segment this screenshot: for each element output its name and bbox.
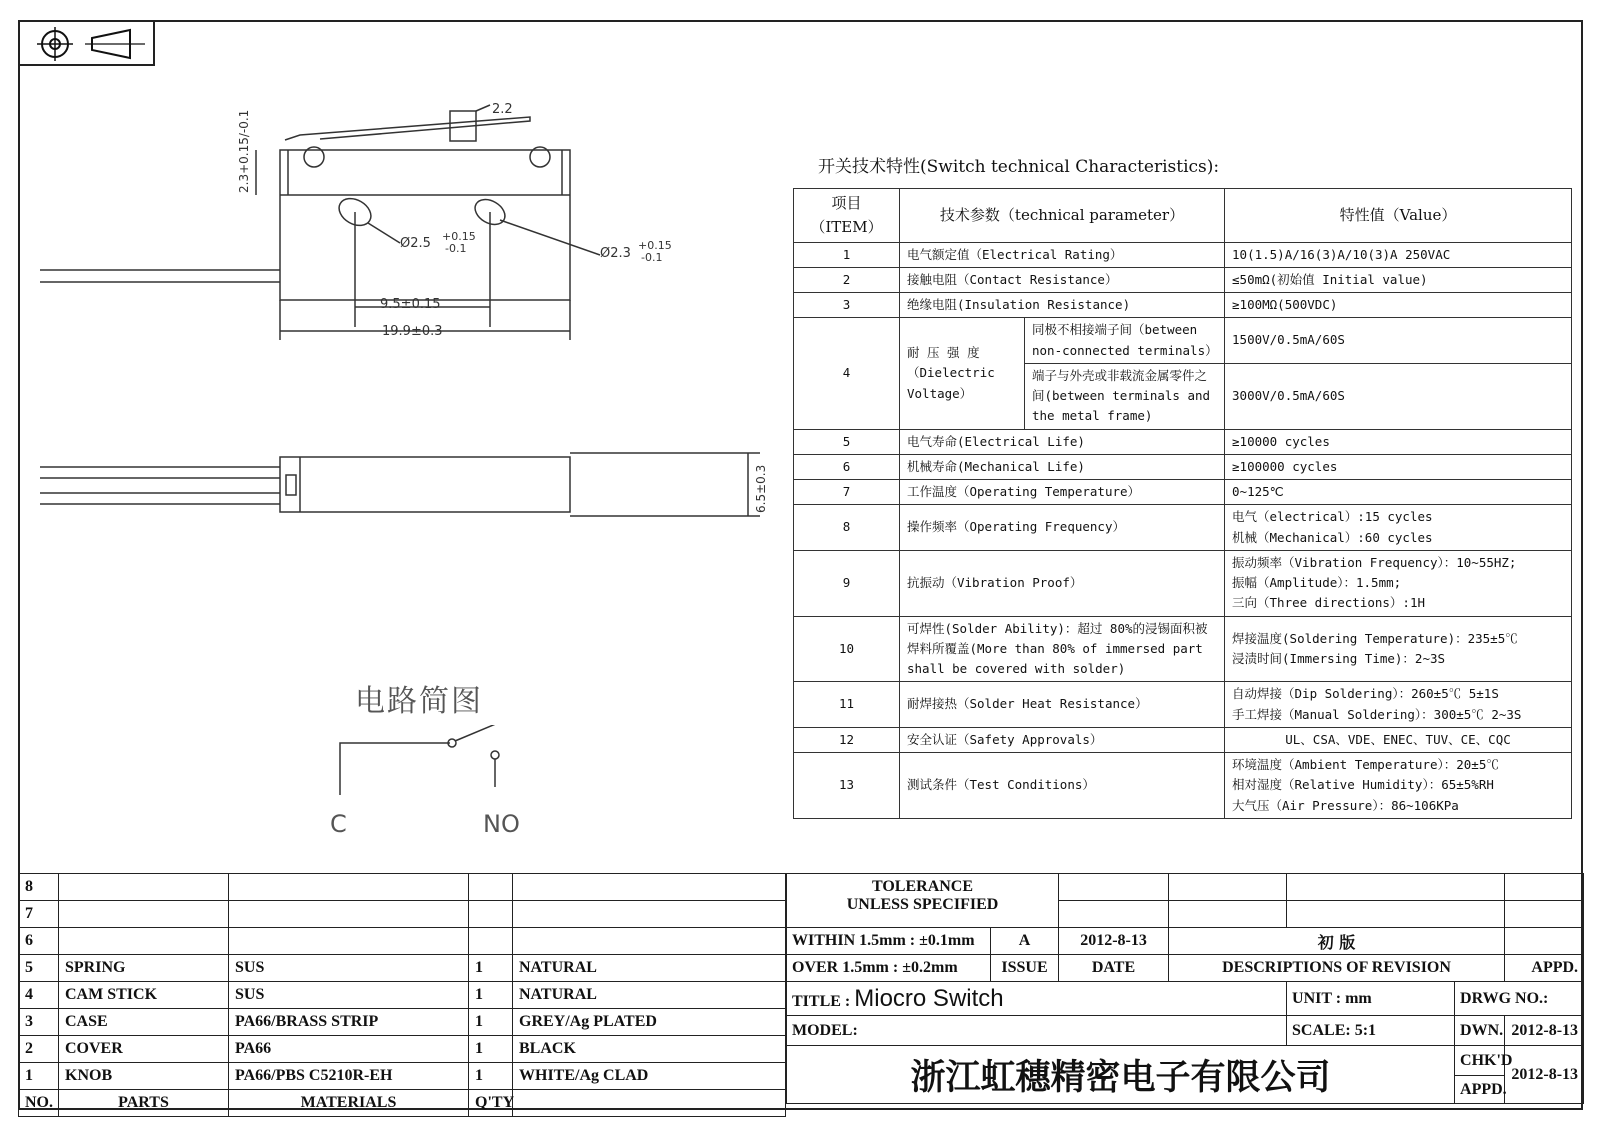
spec-row	[794, 267, 1572, 292]
circuit-title: 电路简图	[355, 684, 483, 719]
bom-material: PA66/PBS C5210R-EH	[229, 1063, 469, 1090]
rev-date: 2012-8-13	[1059, 928, 1169, 955]
side-view	[40, 105, 600, 340]
tolerance-within: WITHIN 1.5mm : ±0.1mm	[787, 928, 991, 955]
bom-material	[229, 874, 469, 901]
bom-qty: 1	[469, 1036, 513, 1063]
bom-material	[229, 928, 469, 955]
dwn-label: DWN.	[1455, 1016, 1505, 1046]
spec-row-value: ≥100MΩ(500VDC)	[1225, 293, 1572, 318]
bom-finish	[513, 901, 786, 928]
spec-row	[794, 616, 1572, 682]
bom-finish: GREY/Ag PLATED	[513, 1009, 786, 1036]
switch-drawing	[30, 95, 770, 555]
bom-row	[19, 982, 786, 1009]
title-block	[786, 873, 1584, 1104]
spec-row-value: 1500V/0.5mA/60S	[1225, 318, 1572, 364]
bom-finish: NATURAL	[513, 955, 786, 982]
title-cell	[787, 982, 1287, 1016]
company-name: 浙江虹穗精密电子有限公司	[787, 1046, 1455, 1104]
dim-hole2: Ø2.3	[600, 246, 631, 261]
bom-qty	[469, 928, 513, 955]
bom-no: 8	[19, 874, 59, 901]
bom-qty: 1	[469, 1009, 513, 1036]
spec-row-no: 8	[794, 505, 900, 551]
circuit-label-no: NO	[483, 810, 520, 838]
spec-row-value: 3000V/0.5mA/60S	[1225, 363, 1572, 429]
spec-row-subparam: 端子与外壳或非载流金属零件之间(between terminals and the metal frame)	[1025, 363, 1225, 429]
bom-row	[19, 955, 786, 982]
header-appd: APPD.	[1505, 955, 1584, 982]
bom-row	[19, 1009, 786, 1036]
header-issue: ISSUE	[991, 955, 1059, 982]
spec-row	[794, 727, 1572, 752]
spec-title: 开关技术特性(Switch technical Characteristics):	[818, 157, 1220, 177]
dim-lever-width: 2.2	[492, 102, 513, 117]
bom-material: SUS	[229, 955, 469, 982]
tolerance-header	[787, 874, 1059, 928]
tolerance-over: OVER 1.5mm : ±0.2mm	[787, 955, 991, 982]
bom-qty	[469, 901, 513, 928]
spec-row-no: 1	[794, 242, 900, 267]
spec-row-param: 机械寿命(Mechanical Life)	[900, 454, 1225, 479]
circuit-diagram	[320, 725, 520, 805]
bom-qty: 1	[469, 1063, 513, 1090]
spec-header-param: 技术参数（technical parameter）	[900, 189, 1225, 243]
spec-row-no: 4	[794, 318, 900, 429]
bom-part: SPRING	[59, 955, 229, 982]
bom-qty	[469, 874, 513, 901]
bom-no: 1	[19, 1063, 59, 1090]
spec-row	[794, 454, 1572, 479]
model-label: MODEL:	[787, 1016, 1287, 1046]
dim-hole1-tol-plus: +0.15	[442, 230, 476, 243]
spec-row-param: 工作温度（Operating Temperature）	[900, 480, 1225, 505]
bom-finish	[513, 928, 786, 955]
tolerance-line-2: UNLESS SPECIFIED	[846, 896, 999, 913]
top-view	[40, 453, 760, 516]
spec-row-value: ≥10000 cycles	[1225, 429, 1572, 454]
bom-row	[19, 928, 786, 955]
bom-row	[19, 901, 786, 928]
bom-part: COVER	[59, 1036, 229, 1063]
dim-length: 19.9±0.3	[382, 324, 443, 339]
bom-no: 7	[19, 901, 59, 928]
bom-qty: 1	[469, 982, 513, 1009]
bom-header-parts: PARTS	[59, 1090, 229, 1117]
spec-row-no: 12	[794, 727, 900, 752]
bom-header-blank	[513, 1090, 786, 1117]
spec-row	[794, 480, 1572, 505]
spec-row-no: 11	[794, 682, 900, 728]
spec-row-param: 测试条件（Test Conditions）	[900, 753, 1225, 819]
spec-row-no: 9	[794, 550, 900, 616]
spec-row	[794, 293, 1572, 318]
bom-part: CASE	[59, 1009, 229, 1036]
bom-finish: BLACK	[513, 1036, 786, 1063]
spec-row-no: 6	[794, 454, 900, 479]
bom-part: KNOB	[59, 1063, 229, 1090]
spec-row-value: 环境温度（Ambient Temperature）：20±5℃ 相对湿度（Relative Humidity）：65±5%RH 大气压（Air Pressure）：86~106KPa	[1225, 753, 1572, 819]
dim-hole1-tol-minus: -0.1	[445, 242, 467, 255]
spec-row-no: 13	[794, 753, 900, 819]
title-label: TITLE :	[792, 992, 851, 1010]
rev-issue: A	[991, 928, 1059, 955]
bom-header-materials: MATERIALS	[229, 1090, 469, 1117]
spec-row-value: 振动频率（Vibration Frequency）：10~55HZ; 振幅（Amplitude）：1.5mm; 三向（Three directions）:1H	[1225, 550, 1572, 616]
spec-row-value: 焊接温度(Soldering Temperature)：235±5℃ 浸渍时间(Immersing Time)：2~3S	[1225, 616, 1572, 682]
dim-height: 2.3+0.15/-0.1	[237, 109, 251, 193]
bom-material: PA66	[229, 1036, 469, 1063]
spec-row	[794, 682, 1572, 728]
spec-row	[794, 318, 1572, 364]
spec-row	[794, 550, 1572, 616]
spec-row-value: 自动焊接（Dip Soldering）：260±5℃ 5±1S 手工焊接（Manual Soldering）：300±5℃ 2~3S	[1225, 682, 1572, 728]
bom-header-qty: Q'TY	[469, 1090, 513, 1117]
tolerance-line-1: TOLERANCE	[871, 878, 974, 895]
bom-material	[229, 901, 469, 928]
spec-row-param: 可焊性(Solder Ability)：超过 80%的浸锡面积被焊料所覆盖(More than 80% of immersed part shall be covered with solder)	[900, 616, 1225, 682]
spec-row	[794, 753, 1572, 819]
spec-row-param: 电气寿命(Electrical Life)	[900, 429, 1225, 454]
spec-row-value: ≥100000 cycles	[1225, 454, 1572, 479]
drwg-no-label: DRWG NO.:	[1455, 982, 1584, 1016]
spec-row-value: ≤50mΩ(初始值 Initial value)	[1225, 267, 1572, 292]
bom-no: 2	[19, 1036, 59, 1063]
spec-row-param: 操作频率（Operating Frequency）	[900, 505, 1225, 551]
bom-row	[19, 1036, 786, 1063]
spec-row-param: 安全认证（Safety Approvals）	[900, 727, 1225, 752]
dim-hole-spacing: 9.5±0.15	[380, 297, 441, 312]
bom-part: CAM STICK	[59, 982, 229, 1009]
spec-row-param: 接触电阻（Contact Resistance）	[900, 267, 1225, 292]
bom-finish: NATURAL	[513, 982, 786, 1009]
spec-header-item: 项目 （ITEM）	[794, 189, 900, 243]
spec-row-no: 5	[794, 429, 900, 454]
appd-label: APPD.	[1455, 1076, 1505, 1104]
bom-row	[19, 1063, 786, 1090]
spec-row-value: 电气（electrical）:15 cycles 机械（Mechanical）:60 cycles	[1225, 505, 1572, 551]
dim-hole2-tol-plus: +0.15	[638, 239, 672, 252]
spec-table	[793, 188, 1572, 819]
spec-header-row	[794, 189, 1572, 243]
spec-row-param: 电气额定值（Electrical Rating）	[900, 242, 1225, 267]
spec-row-param: 抗振动（Vibration Proof）	[900, 550, 1225, 616]
spec-row-param: 耐 压 强 度（Dielectric Voltage）	[900, 318, 1025, 429]
unit-value: mm	[1345, 989, 1372, 1007]
bom-no: 3	[19, 1009, 59, 1036]
unit-cell	[1287, 982, 1455, 1016]
bom-no: 5	[19, 955, 59, 982]
third-angle-projection-icon	[20, 22, 155, 66]
dim-thickness: 6.5±0.3	[754, 464, 768, 513]
dim-hole2-tol-minus: -0.1	[641, 251, 663, 264]
bom-material: SUS	[229, 982, 469, 1009]
bom-part	[59, 874, 229, 901]
spec-row-no: 2	[794, 267, 900, 292]
scale-label: SCALE:	[1292, 1021, 1351, 1039]
spec-row-subparam: 同极不相接端子间（between non-connected terminals）	[1025, 318, 1225, 364]
bom-row	[19, 874, 786, 901]
scale-cell	[1287, 1016, 1455, 1046]
spec-row-value: 10(1.5)A/16(3)A/10(3)A 250VAC	[1225, 242, 1572, 267]
projection-symbol	[20, 22, 155, 66]
dim-hole1: Ø2.5	[400, 236, 431, 251]
circuit-label-c: C	[330, 810, 347, 838]
title-value: Miocro Switch	[854, 984, 1004, 1012]
dwn-date: 2012-8-13	[1505, 1016, 1584, 1046]
header-date: DATE	[1059, 955, 1169, 982]
spec-row	[794, 242, 1572, 267]
chkd-label: CHK'D	[1455, 1046, 1505, 1076]
bom-header-row	[19, 1090, 786, 1117]
bom-part	[59, 901, 229, 928]
spec-row	[794, 429, 1572, 454]
bom-header-no: NO.	[19, 1090, 59, 1117]
bom-material: PA66/BRASS STRIP	[229, 1009, 469, 1036]
spec-row-value: 0~125℃	[1225, 480, 1572, 505]
spec-row-no: 10	[794, 616, 900, 682]
spec-header-value: 特性值（Value）	[1225, 189, 1572, 243]
header-description: DESCRIPTIONS OF REVISION	[1169, 955, 1505, 982]
rev-description: 初 版	[1169, 928, 1505, 955]
bom-part	[59, 928, 229, 955]
unit-label: UNIT :	[1292, 989, 1342, 1007]
bom-finish	[513, 874, 786, 901]
bom-qty: 1	[469, 955, 513, 982]
bom-table	[18, 873, 786, 1117]
spec-row-no: 3	[794, 293, 900, 318]
bom-no: 6	[19, 928, 59, 955]
bom-no: 4	[19, 982, 59, 1009]
spec-row-value: UL、CSA、VDE、ENEC、TUV、CE、CQC	[1225, 727, 1572, 752]
bom-finish: WHITE/Ag CLAD	[513, 1063, 786, 1090]
chkd-date: 2012-8-13	[1505, 1046, 1584, 1104]
scale-value: 5:1	[1354, 1021, 1377, 1039]
spec-row-param: 绝缘电阻(Insulation Resistance)	[900, 293, 1225, 318]
spec-row-param: 耐焊接热（Solder Heat Resistance）	[900, 682, 1225, 728]
spec-row-no: 7	[794, 480, 900, 505]
spec-row	[794, 505, 1572, 551]
